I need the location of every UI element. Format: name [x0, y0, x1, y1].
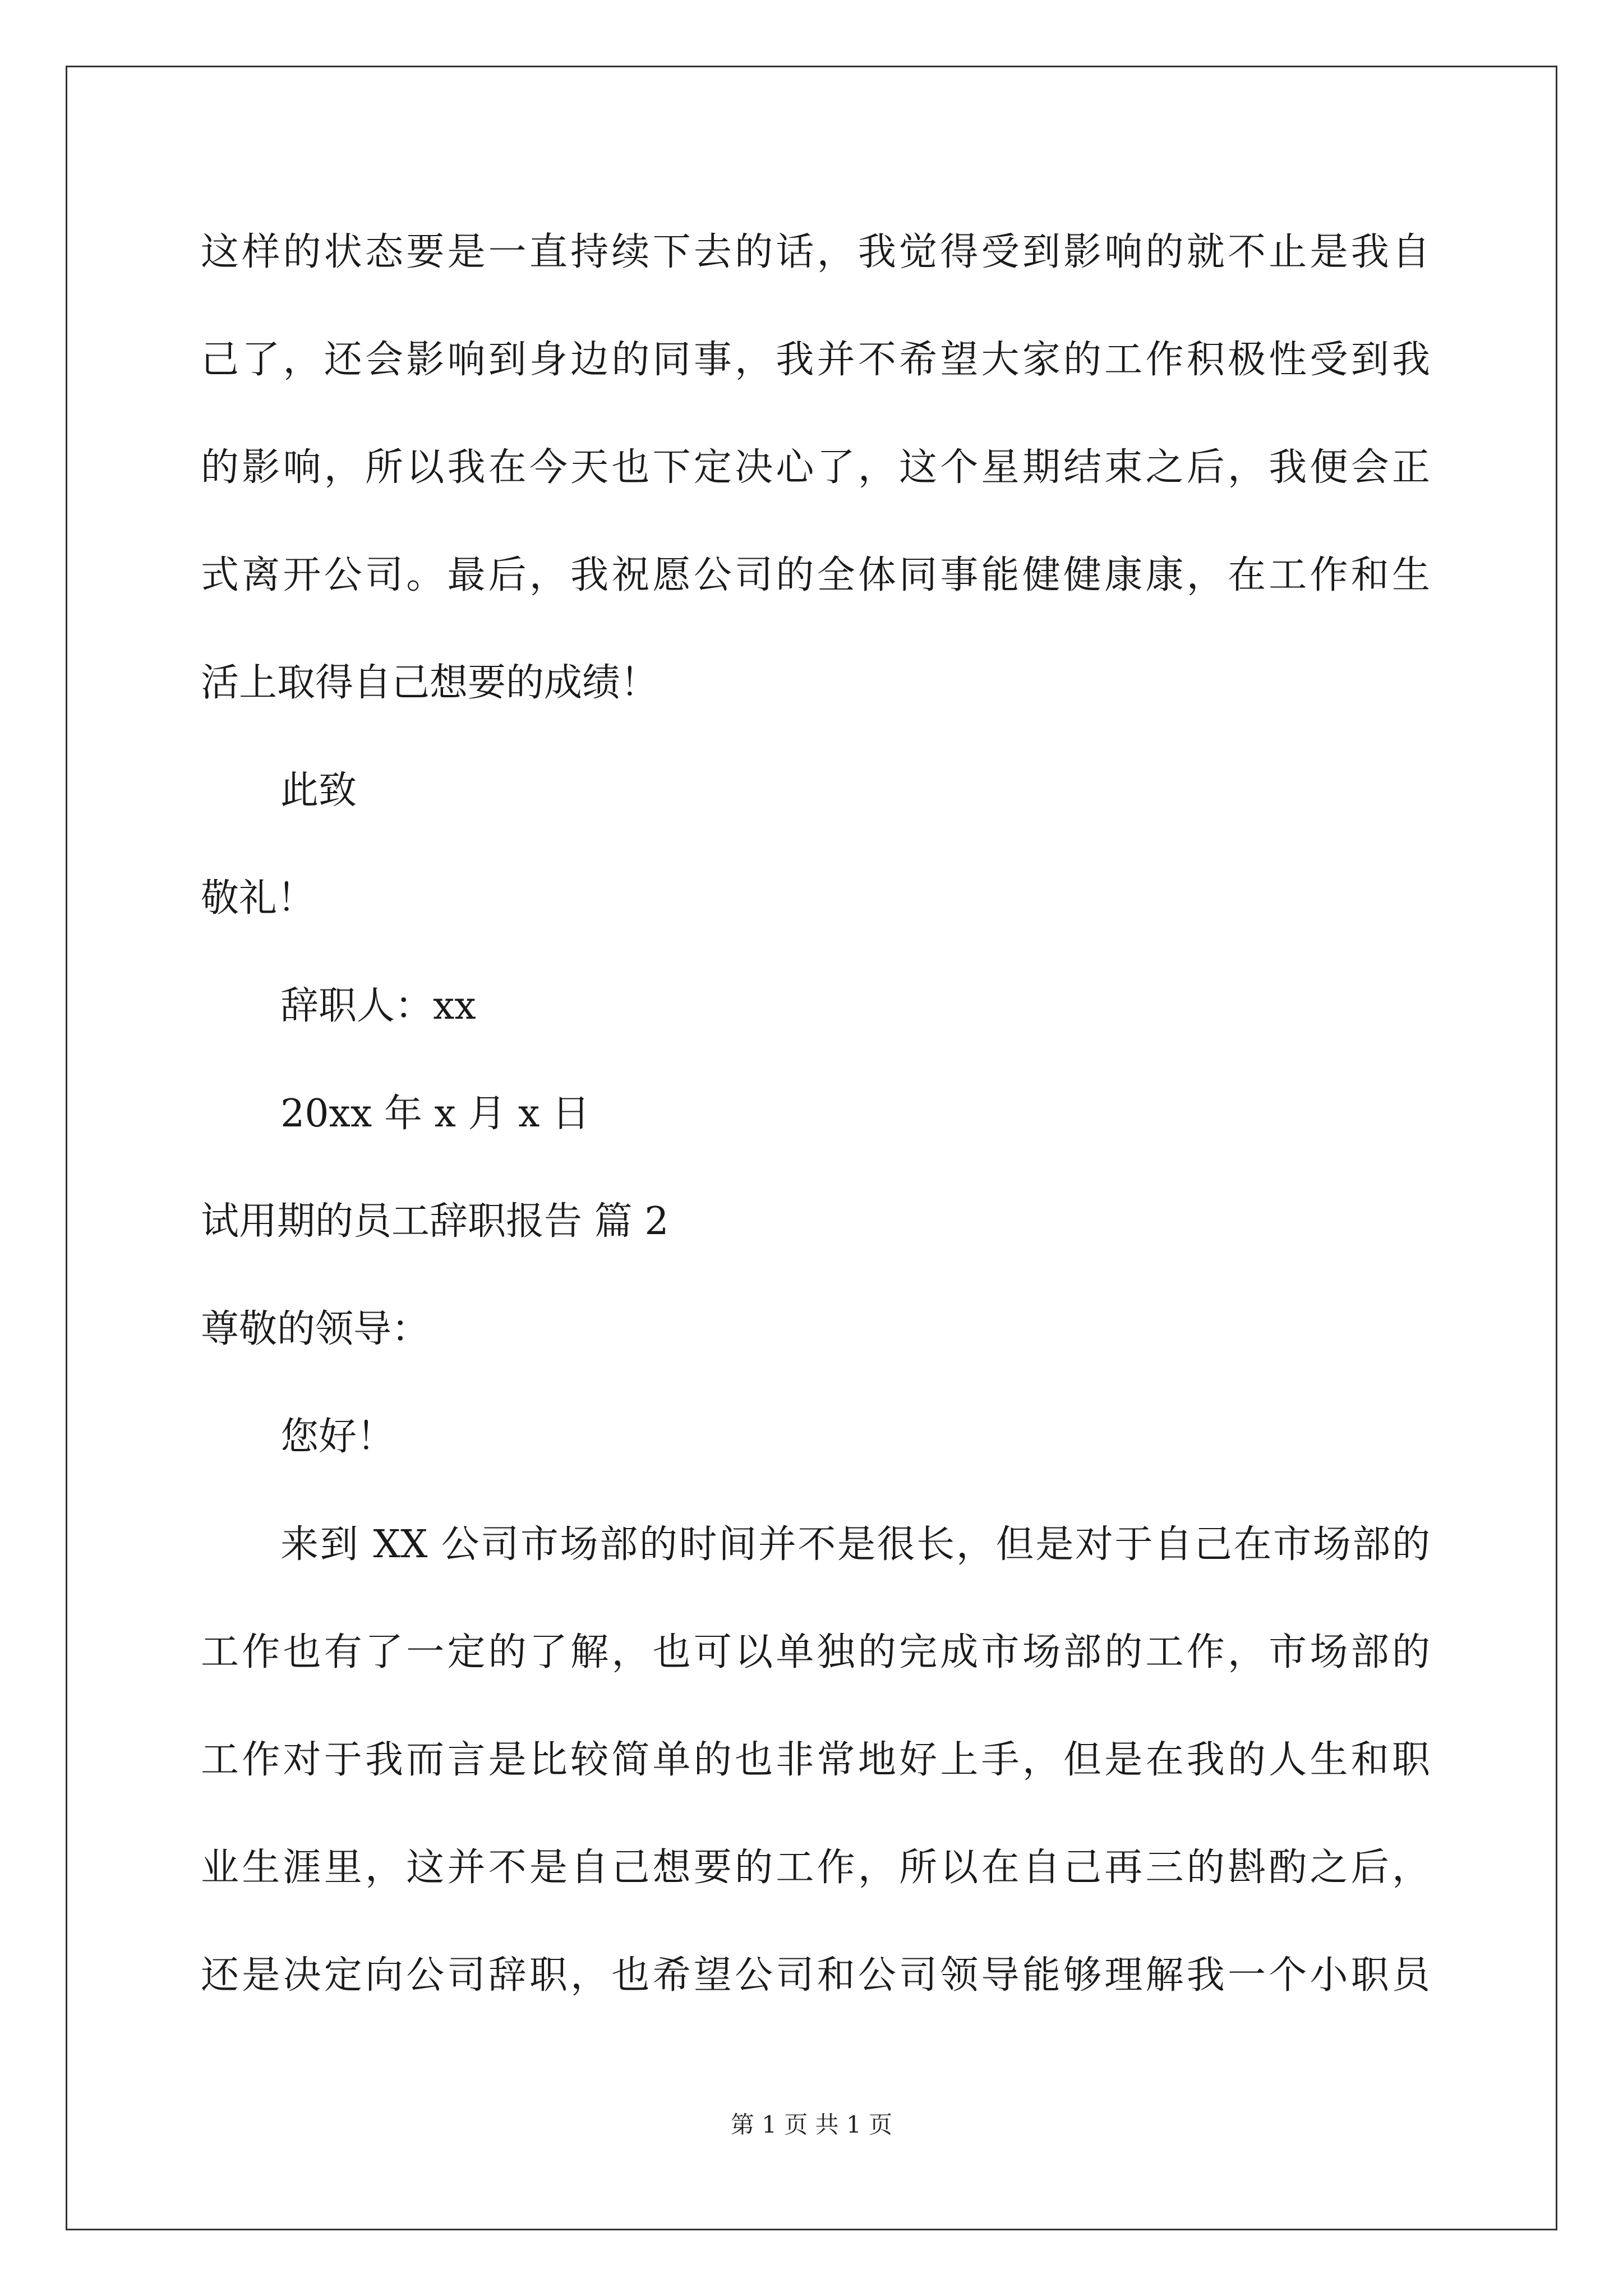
body-line: 还是决定向公司辞职，也希望公司和公司领导能够理解我一个小职员 [201, 1953, 1430, 1998]
body-line: 活上取得自己想要的成绩！ [201, 661, 659, 705]
page-number-footer: 第 1 页 共 1 页 [730, 2111, 893, 2138]
section-heading: 试用期的员工辞职报告 篇 2 [201, 1199, 669, 1244]
page-border [66, 66, 1557, 2230]
signature-date: 20xx 年 x 月 x 日 [280, 1092, 591, 1136]
body-line: 式离开公司。最后，我祝愿公司的全体同事能健健康康，在工作和生 [201, 553, 1430, 597]
greeting: 尊敬的领导： [201, 1307, 430, 1351]
salutation-closing: 敬礼！ [201, 876, 316, 921]
body-line: 的影响，所以我在今天也下定决心了，这个星期结束之后，我便会正 [201, 445, 1430, 490]
body-line: 来到 XX 公司市场部的时间并不是很长，但是对于自己在市场部的 [280, 1522, 1430, 1567]
body-line: 工作对于我而言是比较简单的也非常地好上手，但是在我的人生和职 [201, 1738, 1430, 1782]
greeting-hello: 您好！ [280, 1415, 395, 1459]
body-line: 这样的状态要是一直持续下去的话，我觉得受到影响的就不止是我自 [201, 230, 1430, 274]
closing-phrase: 此致 [280, 769, 357, 813]
body-line: 己了，还会影响到身边的同事，我并不希望大家的工作积极性受到我 [201, 338, 1430, 382]
signature-name: 辞职人：xx [280, 984, 476, 1028]
body-line: 业生涯里，这并不是自己想要的工作，所以在自己再三的斟酌之后， [201, 1846, 1430, 1890]
body-line: 工作也有了一定的了解，也可以单独的完成市场部的工作，市场部的 [201, 1630, 1430, 1674]
